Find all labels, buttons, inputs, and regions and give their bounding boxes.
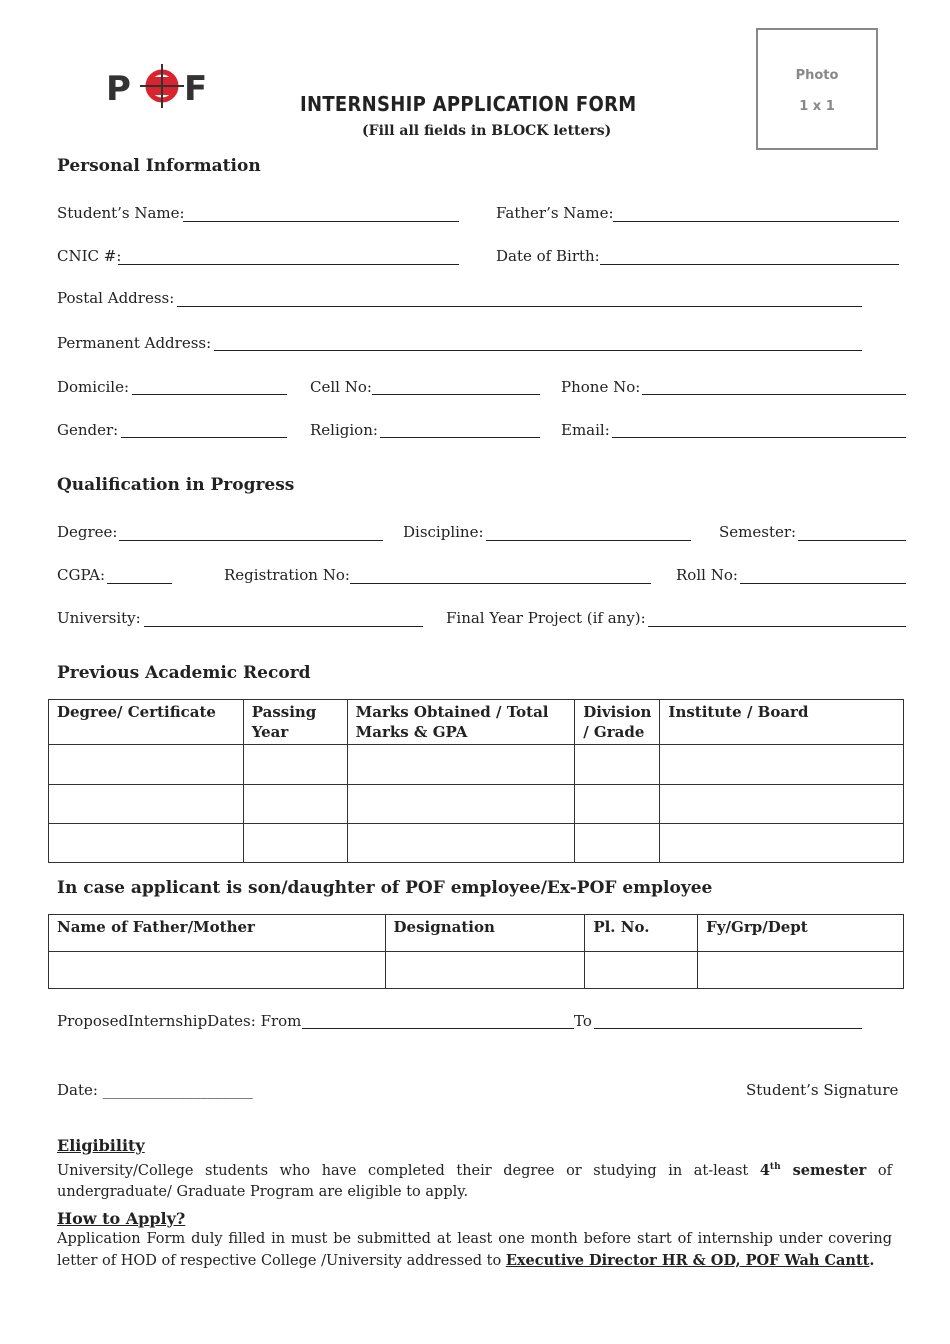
cnic-label: CNIC #: [57, 247, 122, 265]
apply-text [57, 1229, 892, 1272]
table-cell[interactable] [385, 952, 585, 989]
table-cell[interactable] [243, 745, 347, 785]
student-name-field[interactable] [183, 221, 459, 222]
degree-field[interactable] [119, 540, 383, 541]
email-field[interactable] [612, 437, 906, 438]
eligibility-text-after: of undergraduate/ Graduate Program are eligible to apply. [57, 1162, 892, 1200]
phone-field[interactable] [642, 394, 906, 395]
phone-label: Phone No: [561, 378, 641, 396]
table-cell[interactable] [347, 785, 575, 824]
apply-end: . [869, 1252, 875, 1269]
father-name-label: Father’s Name: [496, 204, 614, 222]
religion-field[interactable] [380, 437, 540, 438]
proposed-dates-label: ProposedInternshipDates: From [57, 1012, 302, 1030]
table-cell[interactable] [660, 824, 904, 863]
col-dept: Fy/Grp/Dept [698, 915, 904, 952]
roll-label: Roll No: [676, 566, 738, 584]
apply-address: Executive Director HR & OD, POF Wah Cantt [505, 1252, 870, 1269]
signature-label: Student’s Signature [746, 1081, 899, 1099]
table-cell[interactable] [49, 785, 244, 824]
qualification-heading: Qualification in Progress [57, 475, 295, 495]
pof-logo [104, 62, 220, 110]
degree-label: Degree: [57, 523, 118, 541]
form-title: INTERNSHIP APPLICATION FORM [300, 92, 637, 116]
fyp-field[interactable] [648, 626, 906, 627]
col-parent-name: Name of Father/Mother [49, 915, 386, 952]
table-row [49, 952, 904, 989]
employee-table [48, 914, 904, 989]
col-pl-no: Pl. No. [585, 915, 698, 952]
fyp-label: Final Year Project (if any): [446, 609, 646, 627]
semester-label: Semester: [719, 523, 797, 541]
col-passing-year: Passing Year [243, 700, 347, 745]
date-field[interactable]: Date: ____________________ [57, 1081, 253, 1099]
table-cell[interactable] [243, 785, 347, 824]
discipline-label: Discipline: [403, 523, 484, 541]
eligibility-bold: semester [780, 1161, 867, 1179]
table-cell[interactable] [585, 952, 698, 989]
eligibility-text-before: University/College students who have completed their degree or studying in at-least [57, 1162, 760, 1179]
employee-heading: In case applicant is son/daughter of POF employee/Ex-POF employee [57, 878, 713, 898]
photo-box[interactable] [756, 28, 878, 150]
postal-address-field[interactable] [177, 306, 862, 307]
svg-text:P: P [106, 69, 129, 109]
col-designation: Designation [385, 915, 585, 952]
to-label: To [574, 1012, 592, 1030]
table-cell[interactable] [347, 824, 575, 863]
dob-label: Date of Birth: [496, 247, 600, 265]
col-marks: Marks Obtained / Total Marks & GPA [347, 700, 575, 745]
table-cell[interactable] [698, 952, 904, 989]
photo-label: Photo [795, 68, 839, 83]
col-degree: Degree/ Certificate [49, 700, 244, 745]
permanent-address-label: Permanent Address: [57, 334, 212, 352]
table-cell[interactable] [575, 824, 660, 863]
employee-header-row [49, 915, 904, 952]
table-cell[interactable] [49, 952, 386, 989]
table-cell[interactable] [49, 745, 244, 785]
form-subtitle: (Fill all fields in BLOCK letters) [362, 123, 612, 139]
university-field[interactable] [144, 626, 423, 627]
table-row [49, 824, 904, 863]
pof-logo-graphic [104, 62, 220, 110]
eligibility-heading: Eligibility [57, 1136, 145, 1155]
apply-heading: How to Apply? [57, 1209, 186, 1228]
col-institute: Institute / Board [660, 700, 904, 745]
table-cell[interactable] [575, 745, 660, 785]
email-label: Email: [561, 421, 610, 439]
domicile-label: Domicile: [57, 378, 130, 396]
table-cell[interactable] [660, 745, 904, 785]
religion-label: Religion: [310, 421, 378, 439]
roll-field[interactable] [740, 583, 906, 584]
gender-field[interactable] [121, 437, 287, 438]
cgpa-label: CGPA: [57, 566, 106, 584]
academic-table [48, 699, 904, 863]
registration-label: Registration No: [224, 566, 350, 584]
table-cell[interactable] [243, 824, 347, 863]
father-name-field[interactable] [613, 221, 899, 222]
table-cell[interactable] [575, 785, 660, 824]
cell-label: Cell No: [310, 378, 372, 396]
col-division: Division / Grade [575, 700, 660, 745]
cell-field[interactable] [372, 394, 540, 395]
academic-header-row [49, 700, 904, 745]
table-row [49, 745, 904, 785]
cnic-field[interactable] [118, 264, 459, 265]
domicile-field[interactable] [132, 394, 287, 395]
eligibility-ordinal: 4 [759, 1161, 770, 1179]
apply-text-body: Application Form duly filled in must be submitted at least one month before start of internship under covering letter of HOD of respective College /University addressed to [57, 1231, 892, 1269]
svg-text:F: F [184, 69, 208, 109]
student-name-label: Student’s Name: [57, 204, 185, 222]
from-date-field[interactable] [302, 1028, 574, 1029]
personal-heading: Personal Information [57, 156, 261, 176]
eligibility-text [57, 1157, 892, 1203]
registration-field[interactable] [350, 583, 651, 584]
table-cell[interactable] [49, 824, 244, 863]
to-date-field[interactable] [594, 1028, 862, 1029]
permanent-address-field[interactable] [214, 350, 862, 351]
postal-address-label: Postal Address: [57, 289, 175, 307]
table-cell[interactable] [660, 785, 904, 824]
table-cell[interactable] [347, 745, 575, 785]
photo-size: 1 x 1 [799, 99, 835, 114]
discipline-field[interactable] [486, 540, 691, 541]
table-row [49, 785, 904, 824]
gender-label: Gender: [57, 421, 119, 439]
university-label: University: [57, 609, 141, 627]
academic-heading: Previous Academic Record [57, 663, 311, 683]
eligibility-ordinal-suffix: th [769, 1162, 781, 1172]
cgpa-field[interactable] [107, 583, 172, 584]
dob-field[interactable] [600, 264, 899, 265]
semester-field[interactable] [798, 540, 906, 541]
